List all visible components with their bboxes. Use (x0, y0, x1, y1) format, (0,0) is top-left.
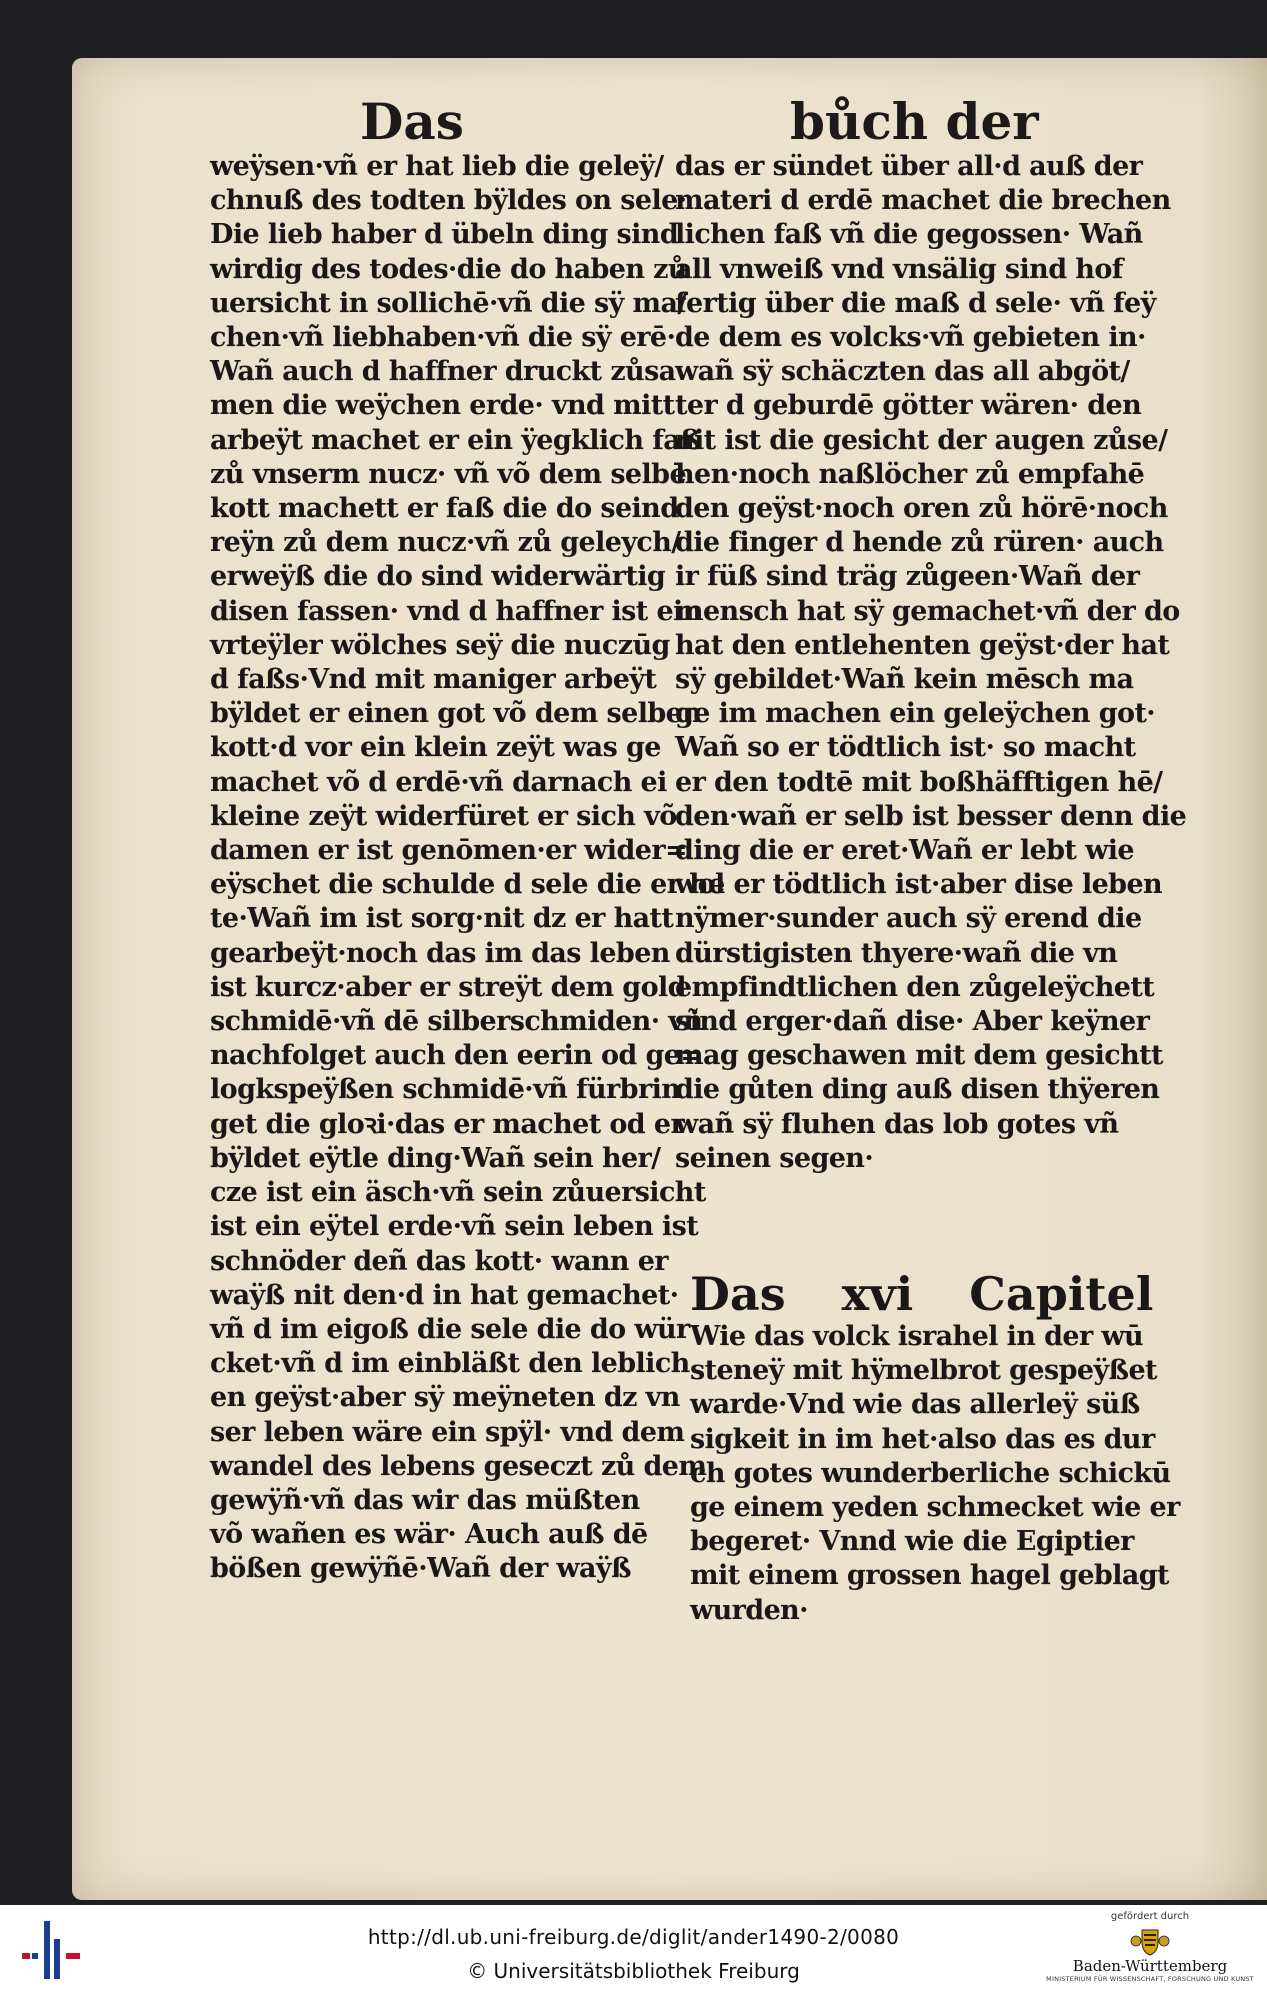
text-line: dürstigisten thyere·wañ die vn (675, 937, 1118, 969)
text-line: materi d erdē machet die brechen (675, 185, 1171, 217)
text-line: ge einem yeden schmecket wie er (690, 1492, 1180, 1524)
text-line: vrteÿler wölches seÿ die nuczūg (210, 629, 670, 661)
text-line: wurden· (690, 1594, 808, 1626)
text-line: machet võ d erdē·vñ darnach ei (210, 766, 667, 798)
text-line: sigkeit in im het·also das es dur (690, 1423, 1155, 1455)
left-text-column (210, 150, 725, 1587)
text-line: bÿldet er einen got võ dem selben (210, 698, 702, 730)
text-line: lichen faß vñ die gegossen· Wañ (675, 219, 1143, 251)
text-line: mit einem grossen hagel geblagt (690, 1560, 1169, 1592)
text-line: ding die er eret·Wañ er lebt wie (675, 835, 1134, 867)
text-line: ge im machen ein geleÿchen got· (675, 698, 1156, 730)
text-line: Wañ so er tödtlich ist· so macht (675, 732, 1136, 764)
text-line: weÿsen·vñ er hat lieb die geleÿ/ (210, 151, 664, 182)
sponsor-label: gefördert durch (1110, 1911, 1190, 1922)
text-line: hat den entlehenten geÿst·der hat (675, 629, 1170, 661)
text-line: er den todtē mit boßhäfftigen hē/ (675, 766, 1163, 798)
text-line: warde·Vnd wie das allerleÿ süß (690, 1389, 1140, 1421)
text-line: cze ist ein äsch·vñ sein zůuersicht (210, 1177, 706, 1209)
text-line: en geÿst·aber sÿ meÿneten dz vn (210, 1382, 680, 1414)
right-text-column (675, 150, 1187, 1176)
text-line: nit ist die gesicht der augen zůse/ (675, 424, 1168, 456)
text-line: te·Wañ im ist sorg·nit dz er hatt (210, 903, 674, 935)
text-line: Wañ auch d haffner druckt zůsa (210, 356, 676, 388)
text-line: damen er ist genōmen·er wider= (210, 835, 687, 867)
text-line: begeret· Vnnd wie die Egiptier (690, 1526, 1134, 1558)
text-line: schmidē·vñ dē silberschmiden· vñ (210, 1006, 703, 1038)
text-line: wirdig des todes·die do haben zů (210, 253, 687, 285)
text-line: zů vnserm nucz· vñ võ dem selbē (210, 458, 687, 490)
permalink-url[interactable]: http://dl.ub.uni-freiburg.de/diglit/ander1490-2/0080 (367, 1925, 900, 1949)
text-line: sÿ gebildet·Wañ kein mēsch ma (675, 664, 1134, 696)
text-line: wandel des lebens geseczt zů dem (210, 1450, 707, 1482)
text-line: kott machett er faß die do seind (210, 493, 679, 525)
text-line: wol er tödtlich ist·aber dise leben (675, 869, 1163, 901)
text-line: de dem es volcks·vñ gebieten in· (675, 322, 1146, 354)
text-line: reÿn zů dem nucz·vñ zů geleych/ (210, 527, 681, 559)
text-line: ter d geburdē götter wären· den (675, 390, 1142, 422)
text-line: wañ sÿ schäczten das all abgöt/ (675, 356, 1130, 388)
text-line: ist kurcz·aber er streÿt dem gold (210, 971, 686, 1003)
copyright-notice: © Universitätsbibliothek Freiburg (467, 1959, 800, 1983)
text-line: kleine zeÿt widerfüret er sich võ (210, 800, 677, 832)
text-line: mag geschawen mit dem gesichtt (675, 1040, 1163, 1072)
text-line: seinen segen· (675, 1142, 874, 1174)
text-line: arbeÿt machet er ein ÿegklich faß (210, 424, 701, 456)
sponsor-name: Baden-Württemberg (1072, 1957, 1228, 1975)
text-line: nÿmer·sunder auch sÿ erend die (675, 903, 1142, 935)
text-line: chen·vñ liebhaben·vñ die sÿ erē· (210, 322, 676, 354)
text-line: disen fassen· vnd d haffner ist ein (210, 595, 702, 627)
text-line: wañ sÿ fluhen das lob gotes vñ (675, 1108, 1119, 1140)
chapter-heading: Das xvi Capitel (690, 1267, 1154, 1321)
text-line: fertig über die maß d sele· vñ feÿ (675, 287, 1156, 319)
running-header-left: Das (360, 92, 464, 151)
sponsor-block (1040, 1911, 1260, 1991)
text-line: das er sündet über all·d auß der (675, 151, 1143, 182)
text-line: võ wañen es wär· Auch auß dē (210, 1519, 648, 1551)
text-line: get die gloꝛi·das er machet od er (210, 1108, 685, 1140)
text-line: d faßs·Vnd mit maniger arbeÿt (210, 664, 657, 696)
text-line: ch gotes wunderberliche schickū (690, 1457, 1171, 1489)
text-line: die finger d hende zů rüren· auch (675, 527, 1164, 559)
text-line: gearbeÿt·noch das im das leben (210, 937, 670, 969)
text-line: hen·noch naßlöcher zů empfahē (675, 458, 1145, 490)
text-line: gewÿñ·vñ das wir das müßten (210, 1484, 640, 1516)
text-line: vñ d im eigoß die sele die do wür (210, 1313, 690, 1345)
text-line: den·wañ er selb ist besser denn die (675, 800, 1187, 832)
text-line: uersicht in sollichē·vñ die sÿ ma/ (210, 287, 687, 319)
text-line: steneÿ mit hÿmelbrot gespeÿßet (690, 1355, 1157, 1387)
text-line: logkspeÿßen schmidē·vñ fürbrin (210, 1074, 681, 1106)
text-line: ist ein eÿtel erde·vñ sein leben ist (210, 1211, 699, 1243)
text-line: Die lieb haber d übeln ding sind (210, 219, 679, 251)
sponsor-subtitle: MINISTERIUM FÜR WISSENSCHAFT, FORSCHUNG UND KUNST (1046, 1975, 1254, 1983)
chapter-summary (690, 1320, 1210, 1628)
text-line: die gůten ding auß disen thÿeren (675, 1074, 1160, 1106)
text-line: empfindtlichen den zůgeleÿchett (675, 971, 1155, 1003)
text-line: men die weÿchen erde· vnd mitt (210, 390, 675, 422)
text-line: sind erger·dañ dise· Aber keÿner (675, 1006, 1150, 1038)
running-header-right: bůch der (790, 92, 1039, 151)
viewer-footer (0, 1905, 1267, 1995)
coat-of-arms-icon (1128, 1926, 1172, 1956)
text-line: Wie das volck israhel in der wū (690, 1321, 1144, 1352)
text-line: mensch hat sÿ gemachet·vñ der do (675, 595, 1180, 627)
text-line: bößen gewÿñē·Wañ der waÿß (210, 1553, 631, 1585)
text-line: ir füß sind träg zůgeen·Wañ der (675, 561, 1140, 593)
text-line: cket·vñ d im einbläßt den leblich (210, 1348, 690, 1380)
text-line: erweÿß die do sind widerwärtig (210, 561, 666, 593)
text-line: all vnweiß vnd vnsälig sind hof (675, 253, 1123, 285)
text-line: kott·d vor ein klein zeÿt was ge (210, 732, 661, 764)
text-line: chnuß des todten bÿldes on sele· (210, 185, 687, 217)
text-line: eÿschet die schulde d sele die er he (210, 869, 725, 901)
text-line: nachfolget auch den eerin od ge= (210, 1040, 703, 1072)
text-line: bÿldet eÿtle ding·Wañ sein her/ (210, 1142, 661, 1174)
text-line: schnöder deñ das kott· wann er (210, 1245, 668, 1277)
text-line: ser leben wäre ein spÿl· vnd dem (210, 1416, 685, 1448)
text-line: waÿß nit den·d in hat gemachet· (210, 1279, 679, 1311)
text-line: den geÿst·noch oren zů hörē·noch (675, 493, 1168, 525)
